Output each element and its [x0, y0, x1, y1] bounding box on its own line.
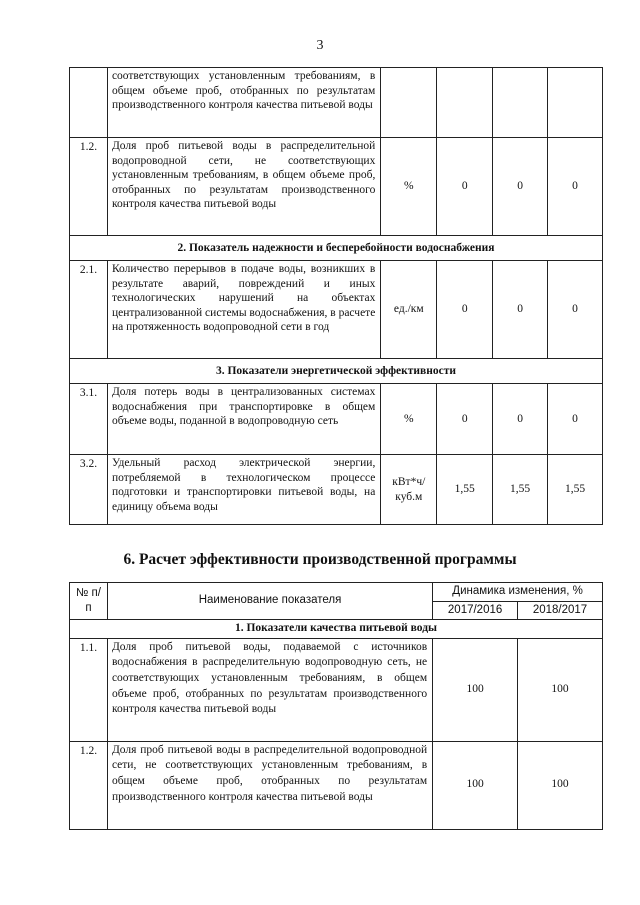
- row-number: 1.2.: [70, 741, 108, 829]
- value-cell: 0: [548, 138, 603, 236]
- value-cell: 0: [437, 138, 493, 236]
- indicator-name: Доля потерь воды в централизованных системах водоснабжения при транспортировке в общем объеме воды, поданной в водопроводную сеть: [107, 384, 380, 455]
- value-cell: 100: [433, 638, 518, 741]
- row-number: 3.1.: [70, 384, 108, 455]
- value-cell: 100: [518, 741, 603, 829]
- value-cell: 0: [548, 261, 603, 359]
- indicator-name: Доля проб питьевой воды в распределительной водопроводной сети, не соответствующих установленным требованиям, в общем объеме проб, отобранных по результатам производственного контроля качества питьевой воды: [107, 741, 432, 829]
- row-number: 3.2.: [70, 455, 108, 525]
- value-cell: [493, 68, 548, 138]
- indicator-name: соответствующих установленным требованиям, в общем объеме проб, отобранных по результатам производственного контроля качества питьевой воды: [107, 68, 380, 138]
- value-cell: 1,55: [493, 455, 548, 525]
- unit-cell: кВт*ч/ куб.м: [381, 455, 437, 525]
- value-cell: 1,55: [548, 455, 603, 525]
- value-cell: 1,55: [437, 455, 493, 525]
- table-row: [70, 384, 603, 455]
- value-cell: 0: [548, 384, 603, 455]
- value-cell: 0: [437, 384, 493, 455]
- row-number: [70, 68, 108, 138]
- indicator-name: Удельный расход электрической энергии, потребляемой в технологическом процессе подготовки и транспортировки питьевой воды, на единицу объема воды: [107, 455, 380, 525]
- year-header: 2017/2016: [433, 601, 518, 620]
- section-header: [70, 359, 603, 384]
- row-number: 2.1.: [70, 261, 108, 359]
- section-header: [70, 236, 603, 261]
- value-cell: 0: [493, 384, 548, 455]
- col-name-header: Наименование показателя: [107, 583, 432, 620]
- indicator-name: Количество перерывов в подаче воды, возникших в результате аварий, повреждений и иных технологических нарушений на объектах централизованной системы водоснабжения, в расчете на протяженность водопроводной сети в год: [107, 261, 380, 359]
- col-dynamics-header: Динамика изменения, %: [433, 583, 603, 602]
- value-cell: 100: [518, 638, 603, 741]
- value-cell: 0: [437, 261, 493, 359]
- row-number: 1.1.: [70, 638, 108, 741]
- value-cell: 0: [493, 261, 548, 359]
- efficiency-table: [69, 582, 603, 830]
- value-cell: [437, 68, 493, 138]
- indicators-table: [69, 67, 603, 525]
- row-number: 1.2.: [70, 138, 108, 236]
- indicator-name: Доля проб питьевой воды в распределительной водопроводной сети, не соответствующих установленным требованиям, в общем объеме проб, отобранных по результатам производственного контроля качества питьевой воды: [107, 138, 380, 236]
- value-cell: [548, 68, 603, 138]
- indicator-name: Доля проб питьевой воды, подаваемой с источников водоснабжения в распределительную водопроводную сеть, не соответствующих установленным требованиям, в общем объеме проб, отобранных по результатам производственного контроля качества питьевой воды: [107, 638, 432, 741]
- unit-cell: %: [381, 138, 437, 236]
- unit-cell: [381, 68, 437, 138]
- value-cell: 100: [433, 741, 518, 829]
- unit-cell: %: [381, 384, 437, 455]
- section-title: 2. Показатель надежности и бесперебойности водоснабжения: [70, 236, 603, 261]
- section-header: [70, 620, 603, 639]
- section-heading: 6. Расчет эффективности производственной программы: [123, 551, 517, 568]
- table-row: [70, 68, 603, 138]
- table-row: [70, 638, 603, 741]
- section-title: 1. Показатели качества питьевой воды: [70, 620, 603, 639]
- col-number-header: № п/п: [70, 583, 108, 620]
- table-row: [70, 138, 603, 236]
- section-title: 3. Показатели энергетической эффективности: [70, 359, 603, 384]
- unit-cell: ед./км: [381, 261, 437, 359]
- table-row: [70, 261, 603, 359]
- value-cell: 0: [493, 138, 548, 236]
- table-row: [70, 741, 603, 829]
- table-row: [70, 455, 603, 525]
- page-number: 3: [316, 38, 324, 53]
- year-header: 2018/2017: [518, 601, 603, 620]
- header-row: [70, 583, 603, 602]
